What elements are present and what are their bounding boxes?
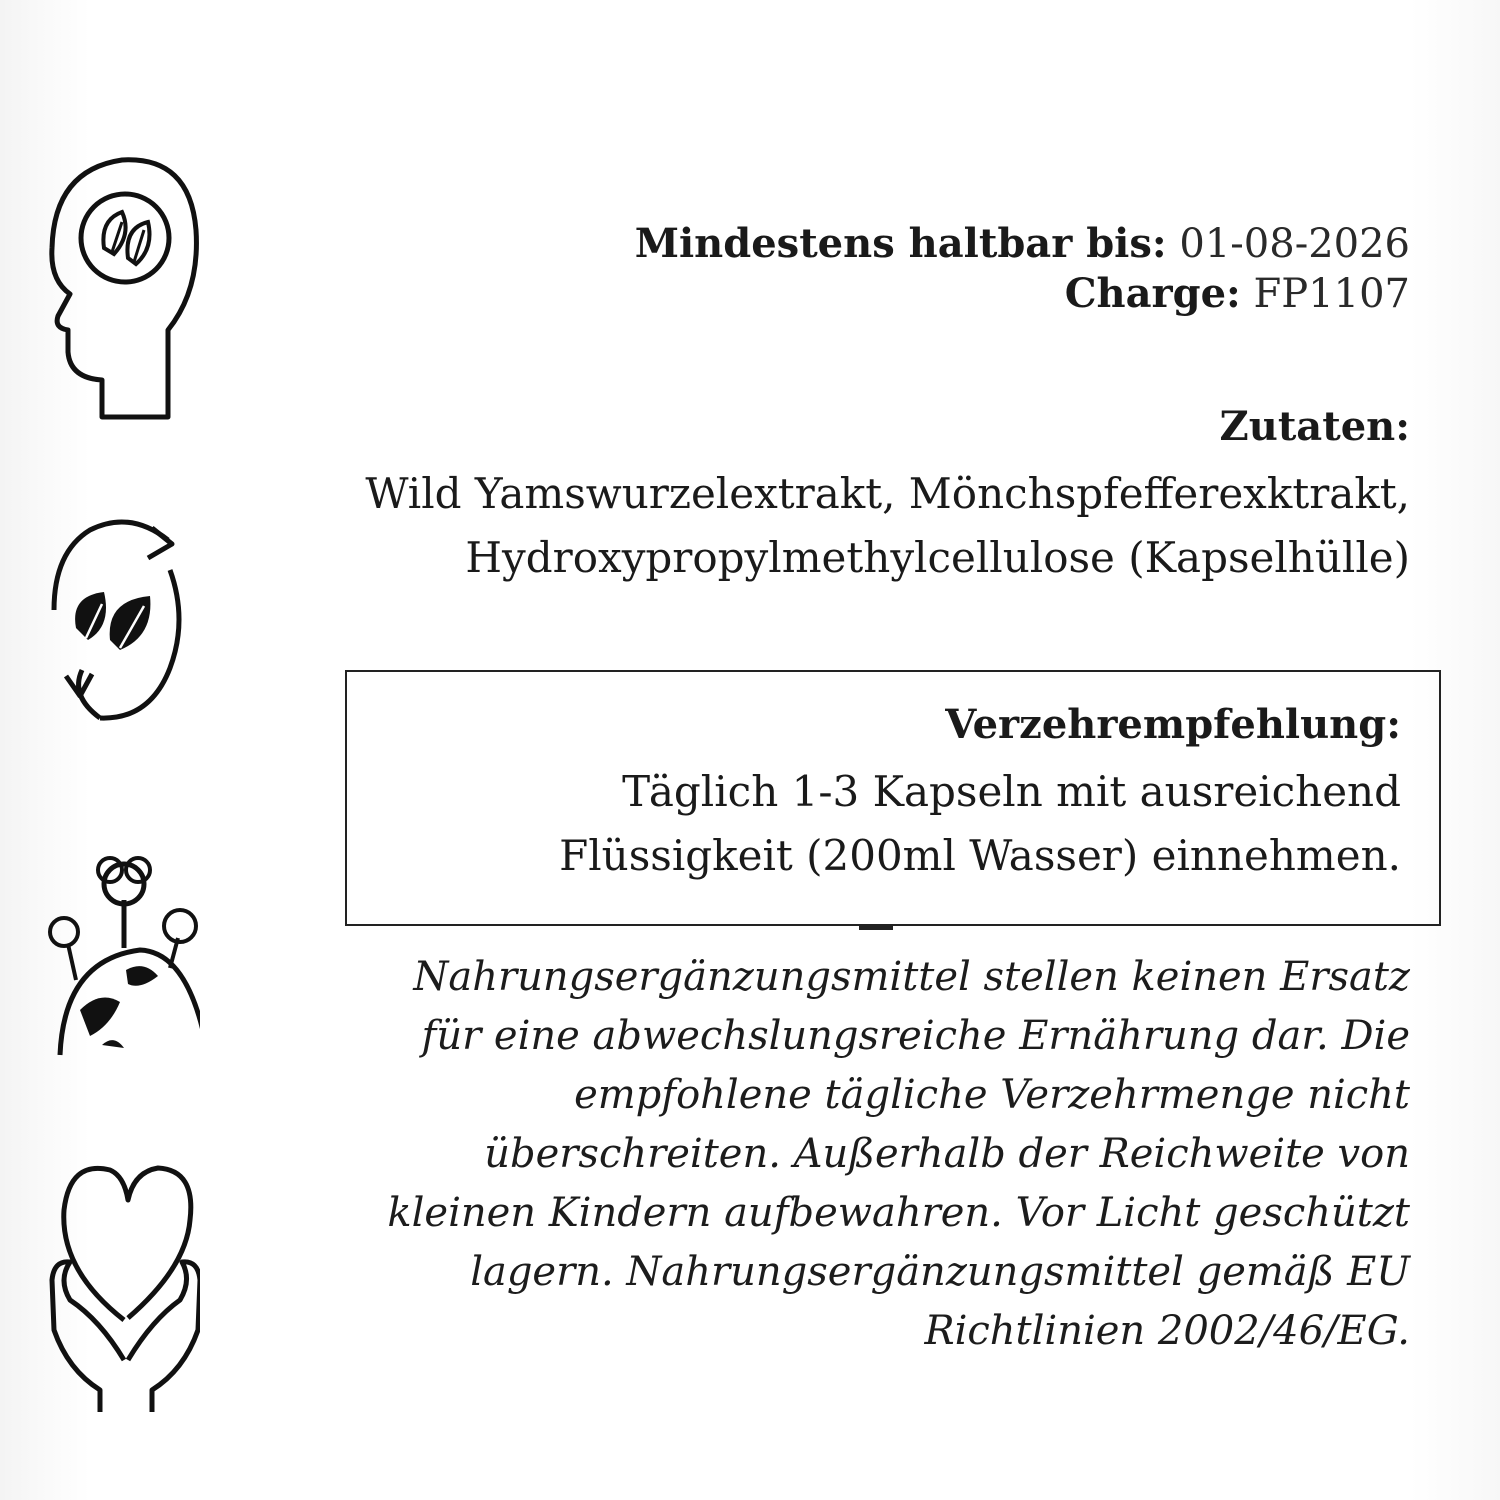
usage-text: Täglich 1-3 Kapseln mit ausreichend Flüssigkeit (200ml Wasser) einnehmen. <box>559 767 1401 880</box>
charge-line <box>1065 270 1410 318</box>
best-before-label: Mindestens haltbar bis: <box>634 220 1167 267</box>
charge-label: Charge: <box>1064 270 1241 317</box>
earth-trees-icon <box>40 840 200 1140</box>
hands-heart-icon <box>40 1150 200 1450</box>
warning-text: Nahrungsergänzungsmittel stellen keinen Ersatz für eine abwechslungsreiche Ernährung dar. Die empfohlene tägliche Verzehrmenge nicht überschreiten. Außerhalb der Reichweite von kleinen Kindern aufbewahren. Vor Licht geschützt lagern. Nahrungsergänzungsmittel gemäß EU Richtlinien 2002/46/EG. <box>387 954 1410 1354</box>
best-before-line <box>635 220 1410 268</box>
ingredients-text: Wild Yamswurzelextrakt, Mönchspfefferexktrakt, Hydroxypropylmethylcellulose (Kapselhülle) <box>365 469 1410 582</box>
ingredients-title: Zutaten: <box>1219 403 1410 450</box>
recycle-leaf-icon <box>40 500 200 800</box>
usage-title: Verzehrempfehlung: <box>945 701 1401 748</box>
box-notch <box>859 924 893 930</box>
head-leaves-icon <box>40 130 200 430</box>
usage-box <box>345 670 1441 926</box>
best-before-value: 01-08-2026 <box>1179 221 1410 267</box>
charge-value: FP1107 <box>1253 271 1410 317</box>
